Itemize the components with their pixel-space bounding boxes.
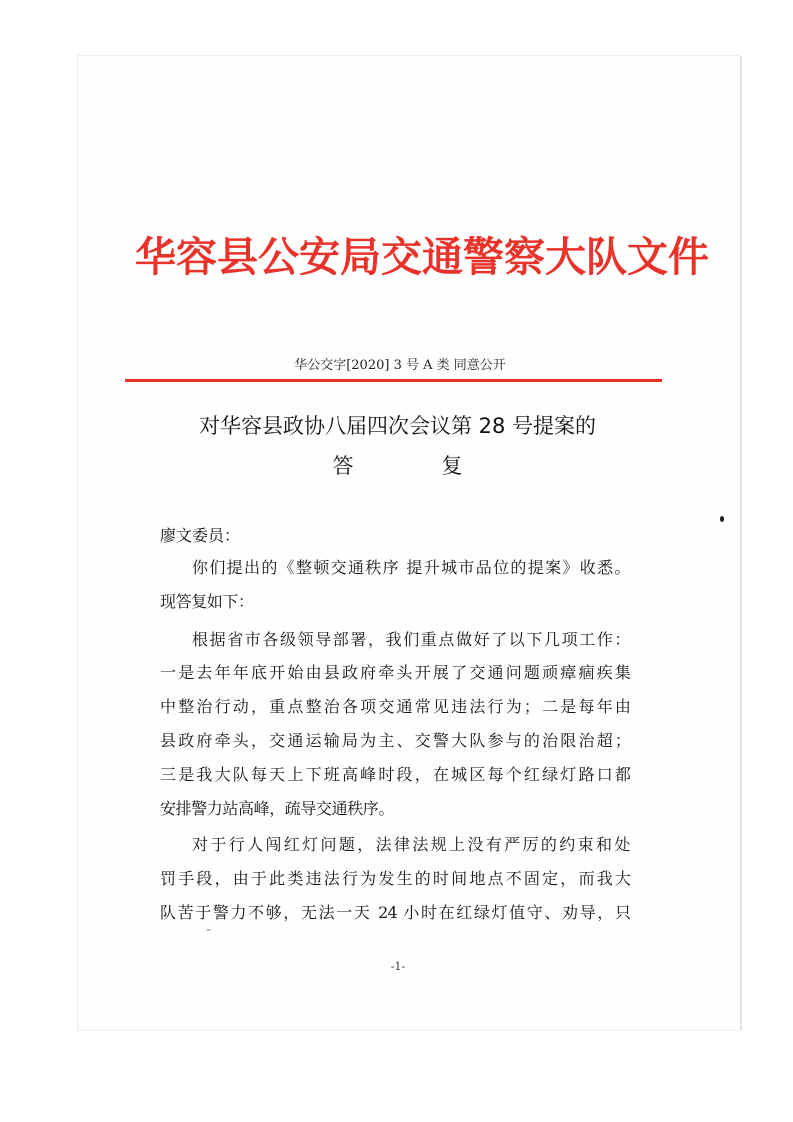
body-line: 县政府牵头，交通运输局为主、交警大队参与的治限治超； [160, 731, 630, 750]
body-line: 你们提出的《整顿交通秩序 提升城市品位的提案》收悉。 [192, 558, 630, 577]
body-line: 安排警力站高峰，疏导交通秩序。 [160, 799, 395, 818]
body-line: 一是去年年底开始由县政府牵头开展了交通问题顽瘴痼疾集 [160, 663, 630, 682]
document-title-line-2 [140, 450, 655, 480]
salutation: 廖文委员： [160, 526, 241, 545]
page-edge-right [740, 56, 742, 1030]
document-title-line-1: 对华容县政协八届四次会议第 28 号提案的 [198, 414, 597, 438]
scan-speck [720, 516, 724, 522]
body-line: 根据省市各级领导部署，我们重点做好了以下几项工作： [192, 630, 630, 649]
body-line: 中整治行动，重点整治各项交通常见违法行为；二是每年由 [160, 697, 630, 716]
page-number: -1- [390, 960, 406, 973]
page-edge-left [77, 56, 78, 1030]
red-divider-line [125, 379, 662, 382]
body-line: 队苦于警力不够，无法一天 24 小时在红绿灯值守、劝导，只 [160, 903, 630, 922]
title-char-fu: 复 [441, 454, 463, 478]
scan-speck [206, 929, 211, 931]
body-line: 罚手段，由于此类违法行为发生的时间地点不固定，而我大 [160, 869, 630, 888]
title-char-da: 答 [332, 454, 354, 478]
body-line: 三是我大队每天上下班高峰时段，在城区每个红绿灯路口都 [160, 765, 630, 784]
body-line: 对于行人闯红灯问题，法律法规上没有严厉的约束和处 [192, 835, 630, 854]
red-header-title: 华容县公安局交通警察大队文件 [135, 233, 709, 281]
document-number: 华公交字[2020] 3 号 A 类 同意公开 [294, 358, 506, 373]
body-line: 现答复如下： [160, 592, 254, 611]
